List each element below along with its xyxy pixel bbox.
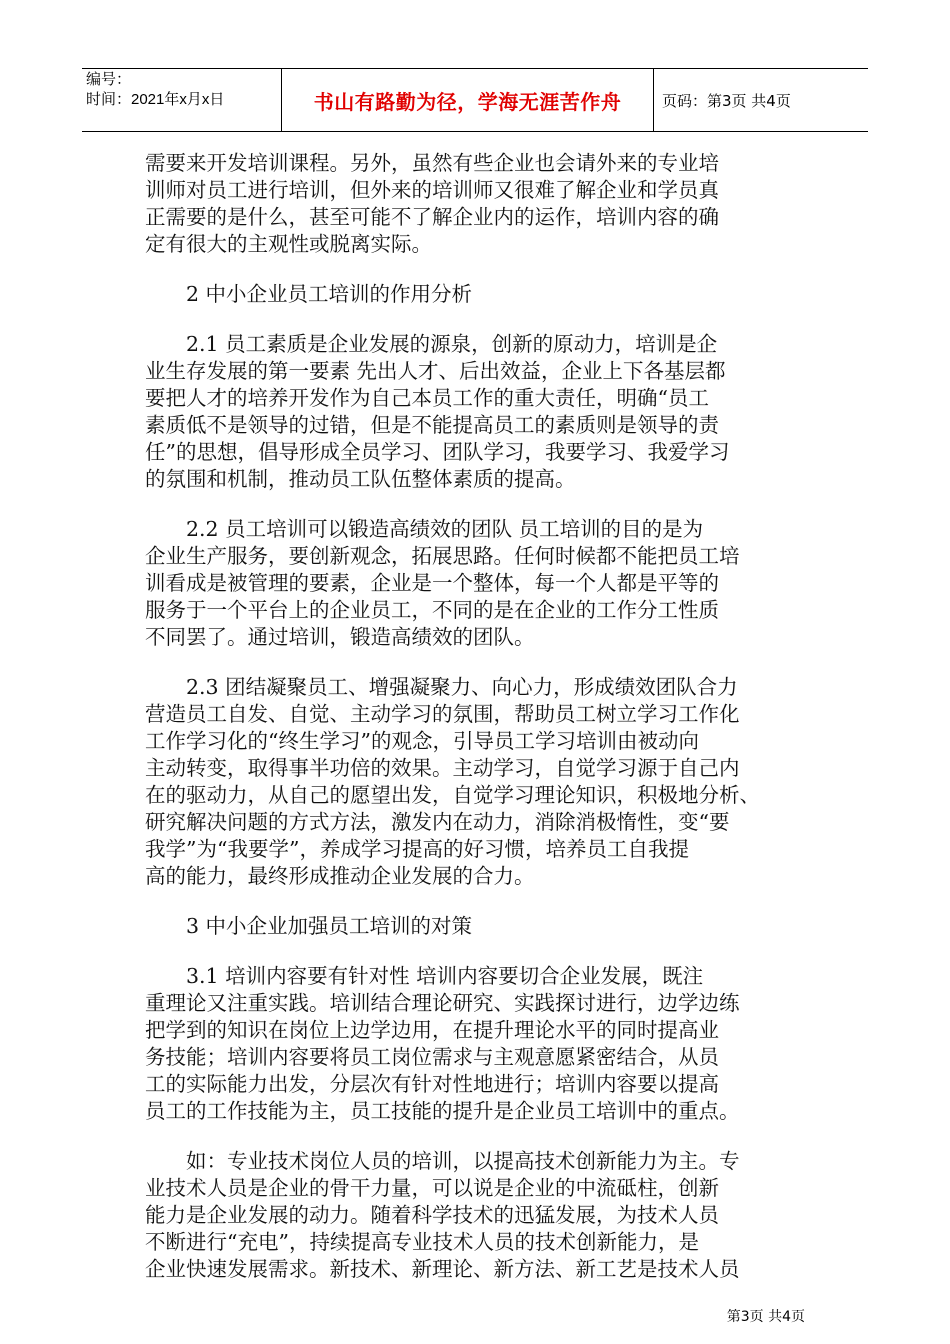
text-line: 素质低不是领导的过错，但是不能提高员工的素质则是领导的责 (145, 413, 719, 437)
text-line: 训师对员工进行培训，但外来的培训师又很难了解企业和学员真 (145, 178, 719, 202)
text-line: 不断进行“充电”，持续提高专业技术人员的技术创新能力，是 (145, 1230, 699, 1254)
text-line: 需要来开发培训课程。另外，虽然有些企业也会请外来的专业培 (145, 151, 719, 175)
text-line: 定有很大的主观性或脱离实际。 (145, 232, 432, 256)
text-line: 业技术人员是企业的骨干力量，可以说是企业的中流砥柱，创新 (145, 1176, 719, 1200)
text-line: 2 中小企业员工培训的作用分析 (145, 282, 473, 306)
page-header (82, 68, 868, 132)
text-line: 业生存发展的第一要素 先出人才、后出效益，企业上下各基层都 (145, 359, 726, 383)
paragraph (145, 281, 805, 308)
text-line: 员工的工作技能为主，员工技能的提升是企业员工培训中的重点。 (145, 1099, 740, 1123)
text-line: 2.1 员工素质是企业发展的源泉，创新的原动力，培训是企 (145, 332, 718, 356)
text-line: 的氛围和机制，推动员工队伍整体素质的提高。 (145, 467, 576, 491)
text-line: 企业快速发展需求。新技术、新理论、新方法、新工艺是技术人员 (145, 1257, 740, 1281)
text-line: 不同罢了。通过培训，锻造高绩效的团队。 (145, 625, 535, 649)
text-line: 3.1 培训内容要有针对性 培训内容要切合企业发展，既注 (145, 964, 704, 988)
text-line: 务技能；培训内容要将员工岗位需求与主观意愿紧密结合，从员 (145, 1045, 719, 1069)
text-line: 如：专业技术岗位人员的培训，以提高技术创新能力为主。专 (145, 1149, 740, 1173)
paragraph (145, 150, 805, 258)
text-line: 工作学习化的“终生学习”的观念，引导员工学习培训由被动向 (145, 729, 699, 753)
header-meta (82, 69, 282, 131)
text-line: 2.2 员工培训可以锻造高绩效的团队 员工培训的目的是为 (145, 517, 704, 541)
paragraph (145, 963, 805, 1125)
text-line: 企业生产服务，要创新观念，拓展思路。任何时候都不能把员工培 (145, 544, 740, 568)
text-line: 研究解决问题的方式方法，激发内在动力，消除消极惰性，变“要 (145, 810, 730, 834)
header-motto: 书山有路勤为径，学海无涯苦作舟 (282, 69, 654, 131)
text-line: 3 中小企业加强员工培训的对策 (145, 914, 473, 938)
header-page-number: 页码：第3页 共4页 (662, 91, 791, 110)
text-line: 高的能力，最终形成推动企业发展的合力。 (145, 864, 535, 888)
paragraph (145, 331, 805, 493)
paragraph (145, 516, 805, 651)
paragraph (145, 1148, 805, 1283)
text-line: 营造员工自发、自觉、主动学习的氛围，帮助员工树立学习工作化 (145, 702, 740, 726)
text-line: 要把人才的培养开发作为自己本员工作的重大责任，明确“员工 (145, 386, 709, 410)
text-line: 训看成是被管理的要素，企业是一个整体，每一个人都是平等的 (145, 571, 719, 595)
text-line: 正需要的是什么，甚至可能不了解企业内的运作，培训内容的确 (145, 205, 719, 229)
text-line: 把学到的知识在岗位上边学边用，在提升理论水平的同时提高业 (145, 1018, 719, 1042)
paragraph (145, 674, 805, 890)
document-body (145, 150, 805, 1306)
document-date-label: 时间：2021年x月x日 (86, 91, 225, 108)
text-line: 能力是企业发展的动力。随着科学技术的迅猛发展，为技术人员 (145, 1203, 719, 1227)
text-line: 在的驱动力，从自己的愿望出发，自觉学习理论知识，积极地分析、 (145, 783, 760, 807)
text-line: 重理论又注重实践。培训结合理论研究、实践探讨进行，边学边练 (145, 991, 740, 1015)
paragraph (145, 913, 805, 940)
text-line: 主动转变，取得事半功倍的效果。主动学习，自觉学习源于自己内 (145, 756, 740, 780)
text-line: 工的实际能力出发，分层次有针对性地进行；培训内容要以提高 (145, 1072, 719, 1096)
document-code-label: 编号： (86, 71, 132, 88)
text-line: 任”的思想，倡导形成全员学习、团队学习，我要学习、我爱学习 (145, 440, 730, 464)
footer-page-number: 第3页 共4页 (726, 1309, 805, 1325)
text-line: 我学”为“我要学”，养成学习提高的好习惯，培养员工自我提 (145, 837, 689, 861)
text-line: 2.3 团结凝聚员工、增强凝聚力、向心力，形成绩效团队合力 (145, 675, 738, 699)
text-line: 服务于一个平台上的企业员工，不同的是在企业的工作分工性质 (145, 598, 719, 622)
